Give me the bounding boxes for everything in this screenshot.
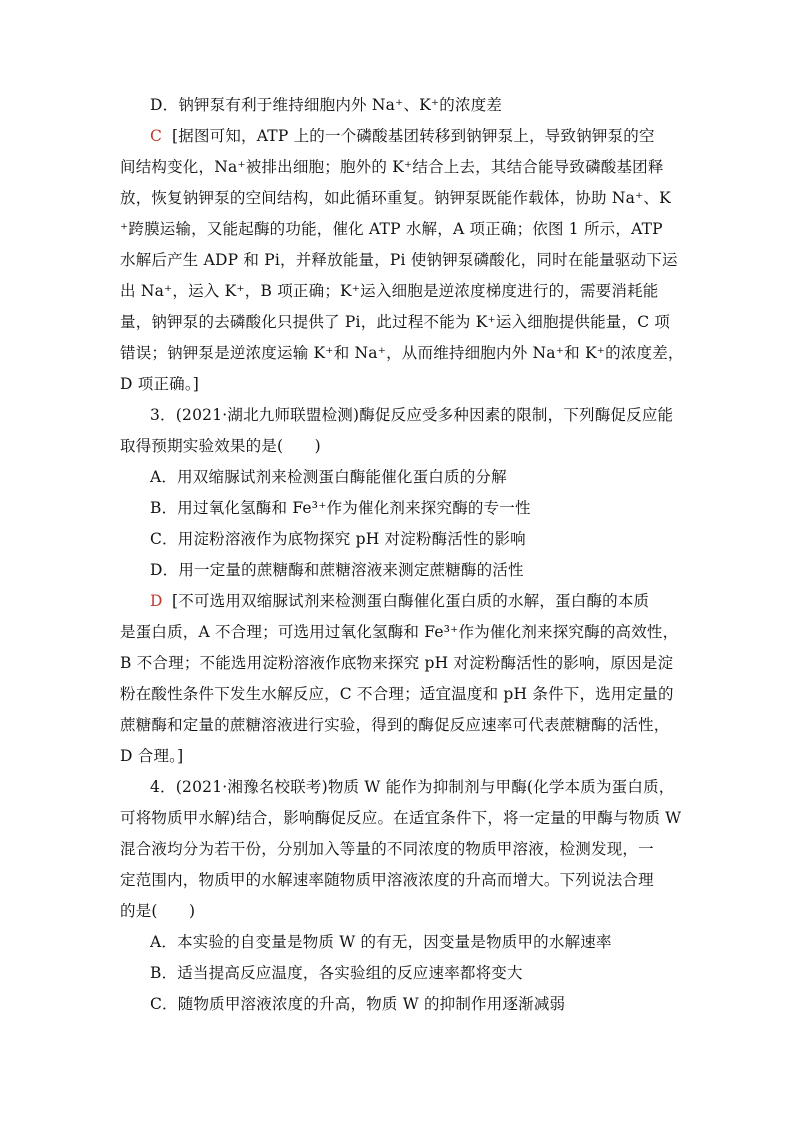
- text-line: [120, 90, 680, 121]
- line-text: D．钠钾泵有利于维持细胞内外 Na⁺、K⁺的浓度差: [150, 96, 503, 114]
- line-text: C．随物质甲溶液浓度的升高，物质 W 的抑制作用逐渐减弱: [150, 995, 566, 1013]
- line-text: C．用淀粉溶液作为底物探究 pH 对淀粉酶活性的影响: [150, 530, 526, 548]
- text-line: [120, 462, 680, 493]
- line-text: 水解后产生 ADP 和 Pi，并释放能量，Pi 使钠钾泵磷酸化，同时在能量驱动下运: [120, 251, 678, 269]
- line-text: 粉在酸性条件下发生水解反应，C 不合理；适宜温度和 pH 条件下，选用定量的: [120, 685, 674, 703]
- line-text: 的是( ): [120, 902, 196, 920]
- text-line: [120, 958, 680, 989]
- text-line: [120, 896, 680, 927]
- line-text: D．用一定量的蔗糖酶和蔗糖溶液来测定蔗糖酶的活性: [150, 561, 524, 579]
- text-line: [120, 865, 680, 896]
- line-text: 蔗糖酶和定量的蔗糖溶液进行实验，得到的酶促反应速率可代表蔗糖酶的活性，: [120, 716, 670, 734]
- line-text: ⁺跨膜运输，又能起酶的功能，催化 ATP 水解，A 项正确；依图 1 所示，ATP: [120, 220, 663, 238]
- text-line: [120, 803, 680, 834]
- text-line: [120, 741, 680, 772]
- text-line: [120, 431, 680, 462]
- line-text: [据图可知，ATP 上的一个磷酸基团转移到钠钾泵上，导致钠钾泵的空: [172, 127, 655, 145]
- line-text: 定范围内，物质甲的水解速率随物质甲溶液浓度的升高而增大。下列说法合理: [120, 871, 654, 889]
- text-line: [120, 555, 680, 586]
- line-text: [不可选用双缩脲试剂来检测蛋白酶催化蛋白质的水解，蛋白酶的本质: [172, 592, 650, 610]
- line-text: 4．(2021·湘豫名校联考)物质 W 能作为抑制剂与甲酶(化学本质为蛋白质，: [150, 778, 675, 796]
- document-body: [120, 90, 684, 1020]
- line-text: 放，恢复钠钾泵的空间结构，如此循环重复。钠钾泵既能作载体，协助 Na⁺、K: [120, 189, 671, 207]
- line-text: 间结构变化，Na⁺被排出细胞；胞外的 K⁺结合上去，其结合能导致磷酸基团释: [120, 158, 664, 176]
- text-line: [120, 152, 680, 183]
- answer-letter: D: [150, 592, 163, 610]
- text-line: [120, 617, 680, 648]
- line-text: 混合液均分为若干份，分别加入等量的不同浓度的物质甲溶液，检测发现，一: [120, 840, 654, 858]
- answer-line: [120, 586, 680, 617]
- text-line: [120, 679, 680, 710]
- text-line: [120, 927, 680, 958]
- line-text: A．本实验的自变量是物质 W 的有无，因变量是物质甲的水解速率: [150, 933, 612, 951]
- line-text: 可将物质甲水解)结合，影响酶促反应。在适宜条件下，将一定量的甲酶与物质 W: [120, 809, 682, 827]
- text-line: [120, 338, 684, 369]
- line-text: D 合理。]: [120, 747, 184, 765]
- text-line: [120, 400, 680, 431]
- line-text: B 不合理；不能选用淀粉溶液作底物来探究 pH 对淀粉酶活性的影响，原因是淀: [120, 654, 674, 672]
- line-text: 出 Na⁺，运入 K⁺，B 项正确；K⁺运入细胞是逆浓度梯度进行的，需要消耗能: [120, 282, 659, 300]
- line-text: 取得预期实验效果的是( ): [120, 437, 321, 455]
- text-line: [120, 183, 680, 214]
- answer-line: [120, 121, 680, 152]
- text-line: [120, 710, 680, 741]
- line-text: 是蛋白质，A 不合理；可选用过氧化氢酶和 Fe³⁺作为催化剂来探究酶的高效性，: [120, 623, 679, 641]
- text-line: [120, 369, 680, 400]
- text-line: [120, 772, 680, 803]
- text-line: [120, 307, 680, 338]
- line-text: D 项正确。]: [120, 375, 200, 393]
- text-line: [120, 493, 680, 524]
- answer-letter: C: [150, 127, 163, 145]
- text-line: [120, 276, 680, 307]
- line-text: 3．(2021·湖北九师联盟检测)酶促反应受多种因素的限制，下列酶促反应能: [150, 406, 674, 424]
- text-line: [120, 834, 680, 865]
- line-text: B．用过氧化氢酶和 Fe³⁺作为催化剂来探究酶的专一性: [150, 499, 531, 517]
- line-text: 量，钠钾泵的去磷酸化只提供了 Pi，此过程不能为 K⁺运入细胞提供能量，C 项: [120, 313, 671, 331]
- text-line: [120, 214, 680, 245]
- text-line: [120, 245, 680, 276]
- line-text: 错误；钠钾泵是逆浓度运输 K⁺和 Na⁺，从而维持细胞内外 Na⁺和 K⁺的浓度差，: [120, 344, 684, 362]
- line-text: B．适当提高反应温度，各实验组的反应速率都将变大: [150, 964, 523, 982]
- line-text: A．用双缩脲试剂来检测蛋白酶能催化蛋白质的分解: [150, 468, 507, 486]
- text-line: [120, 524, 680, 555]
- text-line: [120, 648, 680, 679]
- text-line: [120, 989, 680, 1020]
